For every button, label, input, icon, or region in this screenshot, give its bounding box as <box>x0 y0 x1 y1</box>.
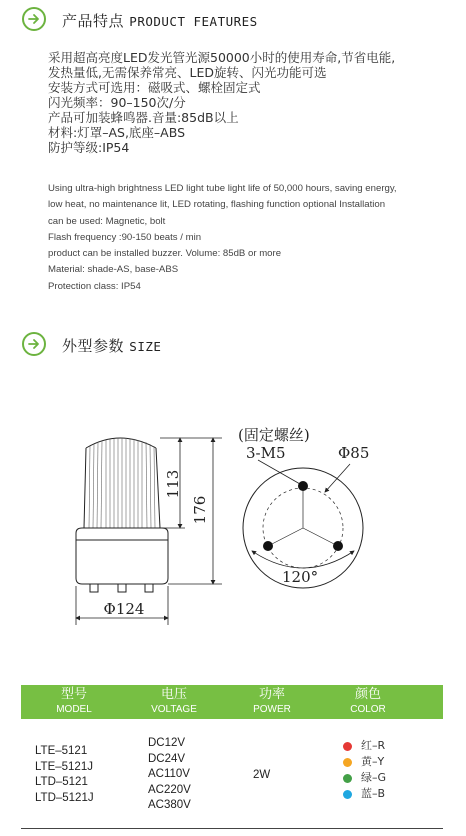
features-en-text <box>48 181 397 295</box>
voltage-cell: AC380V <box>148 799 191 811</box>
voltage-cell: AC110V <box>148 768 190 780</box>
features-en-line: low heat, no maintenance lit, LED rotating, flashing function optional Installation <box>48 199 386 211</box>
size-title <box>62 335 161 356</box>
features-en-line: Using ultra-high brightness LED light tube light life of 50,000 hours, saving energy, <box>48 183 397 194</box>
yellow-dot-icon <box>343 758 352 767</box>
lamp-side-view <box>76 438 168 592</box>
header-power: 功率 POWER <box>253 687 291 715</box>
features-en-line: Flash frequency :90-150 beats / min <box>48 231 202 243</box>
fixing-note: (固定螺丝) <box>238 426 310 444</box>
color-item-yellow: 黄–Y <box>343 754 386 770</box>
color-item-green: 绿–G <box>343 770 386 786</box>
color-column <box>343 738 386 802</box>
model-cell: LTE–5121J <box>35 760 93 773</box>
red-dot-icon <box>343 742 352 751</box>
features-cn-line: 发热量低,无需保养常亮、LED旋转、闪光功能可选 <box>48 65 327 80</box>
voltage-cell: DC24V <box>148 752 186 765</box>
features-en-line: Material: shade-AS, base-ABS <box>48 264 179 276</box>
angle-label: 120° <box>282 568 319 586</box>
voltage-cell: DC12V <box>148 737 186 749</box>
voltage-column <box>148 736 191 814</box>
features-title-cn: 产品特点 <box>62 12 125 30</box>
dim-width: Φ124 <box>103 600 145 618</box>
features-cn-text <box>48 50 395 155</box>
table-bottom-rule <box>21 828 443 829</box>
screw-label: 3-M5 <box>246 444 286 462</box>
features-cn-line: 防护等级:IP54 <box>48 140 130 155</box>
features-title-en: PRODUCT FEATURES <box>129 14 258 29</box>
arrow-right-circle-icon <box>22 7 46 31</box>
features-cn-line: 产品可加装蜂鸣器.音量:85dB以上 <box>48 110 239 125</box>
features-en-line: can be used: Magnetic, bolt <box>48 215 166 227</box>
green-dot-icon <box>343 774 352 783</box>
features-en-line: product can be installed buzzer. Volume: 85dB or more <box>48 248 282 260</box>
dimension-drawing <box>0 400 466 640</box>
model-cell: LTE–5121 <box>35 745 88 757</box>
dim-height-top: 113 <box>164 469 182 499</box>
features-title <box>62 10 258 31</box>
features-cn-line: 材料:灯罩–AS,底座–ABS <box>48 125 186 140</box>
features-cn-line: 安装方式可选用：磁吸式、螺栓固定式 <box>48 80 261 95</box>
blue-dot-icon <box>343 790 352 799</box>
model-column <box>35 744 94 806</box>
features-cn-line: 采用超高亮度LED发光管光源50000小时的使用寿命,节省电能, <box>48 50 396 65</box>
color-item-blue: 蓝–B <box>343 786 386 802</box>
power-cell: 2W <box>253 769 271 781</box>
dim-height-total: 176 <box>191 495 209 525</box>
size-title-en: SIZE <box>129 339 162 354</box>
features-en-line: Protection class: IP54 <box>48 280 141 292</box>
bolt-circle-label: Φ85 <box>338 444 370 462</box>
model-cell: LTD–5121 <box>35 776 88 788</box>
color-item-red: 红–R <box>343 738 386 754</box>
header-voltage: 电压 VOLTAGE <box>151 687 197 715</box>
model-cell: LTD–5121J <box>35 791 94 804</box>
arrow-right-circle-icon <box>22 332 46 356</box>
header-color: 颜色 COLOR <box>350 687 386 715</box>
spec-table-header <box>21 685 443 719</box>
voltage-cell: AC220V <box>148 783 191 796</box>
features-cn-line: 闪光频率：90–150次/分 <box>48 95 186 110</box>
header-model: 型号 MODEL <box>56 687 92 715</box>
size-title-cn: 外型参数 <box>62 337 125 355</box>
